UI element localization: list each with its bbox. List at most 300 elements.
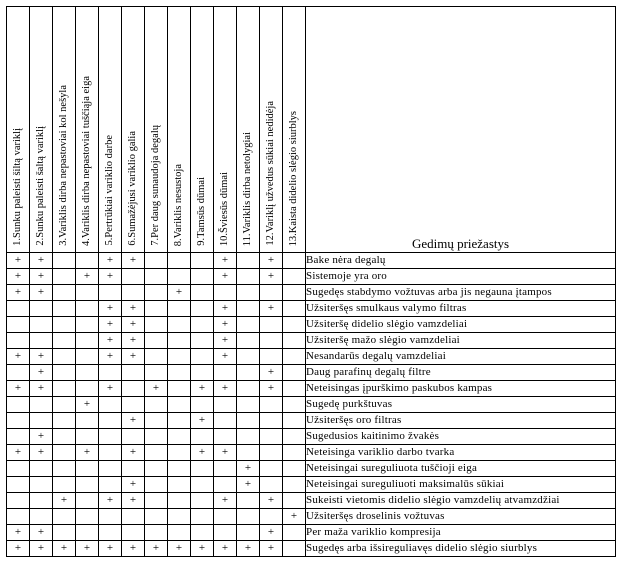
mark-cell xyxy=(237,493,260,509)
mark-cell: + xyxy=(30,285,53,301)
mark-cell xyxy=(168,349,191,365)
symptom-header-10 xyxy=(214,7,237,253)
fault-matrix-table xyxy=(6,6,616,557)
mark-cell xyxy=(7,413,30,429)
mark-cell: + xyxy=(30,253,53,269)
mark-cell: + xyxy=(76,541,99,557)
mark-cell: + xyxy=(214,381,237,397)
header-row xyxy=(7,7,616,253)
table-row xyxy=(7,525,616,541)
mark-cell: + xyxy=(237,477,260,493)
mark-cell xyxy=(168,525,191,541)
cause-label: Neteisinga variklio darbo tvarka xyxy=(306,445,616,461)
mark-cell: + xyxy=(99,301,122,317)
mark-cell: + xyxy=(7,525,30,541)
mark-cell xyxy=(283,381,306,397)
mark-cell xyxy=(122,397,145,413)
mark-cell xyxy=(283,317,306,333)
table-row xyxy=(7,413,616,429)
mark-cell xyxy=(283,365,306,381)
mark-cell xyxy=(260,413,283,429)
mark-cell xyxy=(168,333,191,349)
mark-cell xyxy=(145,285,168,301)
mark-cell xyxy=(7,301,30,317)
cause-label: Užsiteršę didelio slėgio vamzdeliai xyxy=(306,317,616,333)
mark-cell: + xyxy=(7,253,30,269)
table-row xyxy=(7,333,616,349)
mark-cell xyxy=(237,429,260,445)
mark-cell xyxy=(76,525,99,541)
mark-cell: + xyxy=(99,333,122,349)
cause-label: Sistemoje yra oro xyxy=(306,269,616,285)
mark-cell xyxy=(260,461,283,477)
mark-cell xyxy=(122,525,145,541)
mark-cell xyxy=(214,365,237,381)
mark-cell xyxy=(7,461,30,477)
mark-cell: + xyxy=(53,493,76,509)
mark-cell xyxy=(283,333,306,349)
mark-cell xyxy=(53,445,76,461)
mark-cell: + xyxy=(260,493,283,509)
mark-cell xyxy=(53,333,76,349)
mark-cell xyxy=(237,317,260,333)
mark-cell: + xyxy=(168,541,191,557)
mark-cell: + xyxy=(122,445,145,461)
mark-cell xyxy=(191,317,214,333)
table-row xyxy=(7,541,616,557)
mark-cell xyxy=(76,381,99,397)
symptom-header-13 xyxy=(283,7,306,253)
mark-cell: + xyxy=(76,397,99,413)
table-row xyxy=(7,269,616,285)
mark-cell: + xyxy=(214,349,237,365)
mark-cell: + xyxy=(191,445,214,461)
mark-cell xyxy=(53,253,76,269)
mark-cell xyxy=(99,461,122,477)
cause-label: Sugedusios kaitinimo žvakės xyxy=(306,429,616,445)
symptom-header-12 xyxy=(260,7,283,253)
mark-cell: + xyxy=(260,301,283,317)
mark-cell: + xyxy=(122,349,145,365)
mark-cell xyxy=(283,413,306,429)
table-row xyxy=(7,285,616,301)
mark-cell: + xyxy=(122,333,145,349)
mark-cell: + xyxy=(7,445,30,461)
mark-cell xyxy=(53,285,76,301)
symptom-label: 10.Šviesūs dūmai xyxy=(219,171,230,246)
mark-cell: + xyxy=(260,269,283,285)
mark-cell xyxy=(145,349,168,365)
mark-cell xyxy=(191,477,214,493)
mark-cell xyxy=(191,301,214,317)
symptom-label: 6.Sumažėjusi variklio galia xyxy=(127,131,138,246)
mark-cell xyxy=(30,461,53,477)
cause-label: Sugedęs stabdymo vožtuvas arba jis negauna įtampos xyxy=(306,285,616,301)
mark-cell xyxy=(283,349,306,365)
mark-cell: + xyxy=(99,269,122,285)
mark-cell xyxy=(76,429,99,445)
table-row xyxy=(7,349,616,365)
mark-cell xyxy=(76,509,99,525)
mark-cell xyxy=(145,509,168,525)
mark-cell xyxy=(76,253,99,269)
symptom-label: 8.Variklis nesustoja xyxy=(173,163,184,246)
mark-cell xyxy=(283,461,306,477)
mark-cell xyxy=(260,509,283,525)
mark-cell xyxy=(237,349,260,365)
mark-cell xyxy=(283,285,306,301)
mark-cell xyxy=(145,269,168,285)
mark-cell xyxy=(53,269,76,285)
symptom-header-2 xyxy=(30,7,53,253)
table-row xyxy=(7,381,616,397)
mark-cell xyxy=(283,301,306,317)
mark-cell: + xyxy=(53,541,76,557)
mark-cell xyxy=(191,461,214,477)
mark-cell xyxy=(168,493,191,509)
mark-cell xyxy=(76,285,99,301)
mark-cell xyxy=(168,269,191,285)
mark-cell xyxy=(191,333,214,349)
mark-cell xyxy=(237,445,260,461)
mark-cell xyxy=(168,301,191,317)
mark-cell xyxy=(145,253,168,269)
mark-cell xyxy=(168,509,191,525)
mark-cell xyxy=(214,429,237,445)
mark-cell: + xyxy=(7,285,30,301)
mark-cell xyxy=(260,477,283,493)
mark-cell xyxy=(283,493,306,509)
mark-cell xyxy=(76,333,99,349)
mark-cell xyxy=(53,365,76,381)
mark-cell xyxy=(283,525,306,541)
mark-cell: + xyxy=(191,413,214,429)
symptom-header-7 xyxy=(145,7,168,253)
mark-cell xyxy=(30,493,53,509)
mark-cell xyxy=(30,477,53,493)
mark-cell: + xyxy=(260,525,283,541)
table-row xyxy=(7,461,616,477)
symptom-header-5 xyxy=(99,7,122,253)
mark-cell xyxy=(7,333,30,349)
mark-cell: + xyxy=(7,349,30,365)
mark-cell xyxy=(122,365,145,381)
mark-cell xyxy=(53,429,76,445)
mark-cell xyxy=(7,365,30,381)
mark-cell xyxy=(99,397,122,413)
mark-cell: + xyxy=(237,461,260,477)
mark-cell: + xyxy=(260,365,283,381)
mark-cell xyxy=(260,445,283,461)
mark-cell xyxy=(237,397,260,413)
symptom-header-9 xyxy=(191,7,214,253)
mark-cell xyxy=(214,413,237,429)
cause-label: Užsiteršęs smulkaus valymo filtras xyxy=(306,301,616,317)
mark-cell xyxy=(191,509,214,525)
mark-cell xyxy=(7,397,30,413)
mark-cell xyxy=(76,461,99,477)
mark-cell xyxy=(145,301,168,317)
cause-label: Sugedęs arba išsireguliavęs didelio slėgio siurblys xyxy=(306,541,616,557)
mark-cell: + xyxy=(122,317,145,333)
mark-cell xyxy=(53,413,76,429)
mark-cell xyxy=(260,285,283,301)
mark-cell xyxy=(283,397,306,413)
symptom-label: 11.Variklis dirba netolygiai xyxy=(242,131,253,246)
mark-cell: + xyxy=(122,253,145,269)
mark-cell xyxy=(214,397,237,413)
symptom-header-1 xyxy=(7,7,30,253)
symptom-label: 12.Variklį užvedus sūkiai nedidėja xyxy=(265,101,276,246)
mark-cell xyxy=(145,445,168,461)
mark-cell xyxy=(30,413,53,429)
mark-cell xyxy=(122,429,145,445)
mark-cell xyxy=(283,429,306,445)
mark-cell xyxy=(237,269,260,285)
mark-cell xyxy=(191,525,214,541)
mark-cell: + xyxy=(145,541,168,557)
table-row xyxy=(7,317,616,333)
cause-label: Neteisingai sureguliuota tuščioji eiga xyxy=(306,461,616,477)
symptom-label: 1.Sunku paleisti šiltą variklį xyxy=(12,128,23,246)
mark-cell xyxy=(168,461,191,477)
mark-cell xyxy=(237,413,260,429)
mark-cell xyxy=(53,301,76,317)
mark-cell: + xyxy=(214,301,237,317)
mark-cell: + xyxy=(122,301,145,317)
mark-cell xyxy=(168,397,191,413)
mark-cell xyxy=(30,317,53,333)
mark-cell xyxy=(168,429,191,445)
mark-cell xyxy=(145,429,168,445)
mark-cell xyxy=(214,461,237,477)
mark-cell: + xyxy=(191,381,214,397)
symptom-label: 3.Variklis dirba nepastoviai kol nešyla xyxy=(58,85,69,246)
mark-cell: + xyxy=(191,541,214,557)
mark-cell xyxy=(99,365,122,381)
mark-cell xyxy=(99,445,122,461)
cause-label: Daug parafinų degalų filtre xyxy=(306,365,616,381)
mark-cell: + xyxy=(30,381,53,397)
mark-cell xyxy=(99,285,122,301)
mark-cell: + xyxy=(30,525,53,541)
mark-cell xyxy=(191,269,214,285)
cause-label: Sugedę purkštuvas xyxy=(306,397,616,413)
mark-cell: + xyxy=(30,445,53,461)
symptom-label: 4.Variklis dirba nepastoviai tuščiąja eiga xyxy=(81,76,92,246)
mark-cell: + xyxy=(260,541,283,557)
mark-cell xyxy=(76,301,99,317)
mark-cell xyxy=(122,285,145,301)
mark-cell xyxy=(7,477,30,493)
mark-cell xyxy=(76,493,99,509)
mark-cell xyxy=(30,509,53,525)
mark-cell xyxy=(53,397,76,413)
symptom-label: 13.Kaista didelio slėgio siurblys xyxy=(288,110,299,246)
mark-cell xyxy=(99,525,122,541)
mark-cell: + xyxy=(99,493,122,509)
mark-cell xyxy=(145,413,168,429)
mark-cell xyxy=(283,445,306,461)
mark-cell xyxy=(237,525,260,541)
mark-cell xyxy=(122,269,145,285)
mark-cell xyxy=(53,477,76,493)
mark-cell xyxy=(191,397,214,413)
mark-cell xyxy=(7,317,30,333)
mark-cell xyxy=(214,477,237,493)
mark-cell xyxy=(237,333,260,349)
cause-label: Sukeisti vietomis didelio slėgio vamzdelių atvamzdžiai xyxy=(306,493,616,509)
mark-cell xyxy=(145,493,168,509)
mark-cell xyxy=(53,381,76,397)
symptom-header-8 xyxy=(168,7,191,253)
mark-cell: + xyxy=(99,253,122,269)
mark-cell xyxy=(145,461,168,477)
symptom-label: 2.Sunku paleisti šaltą variklį xyxy=(35,126,46,246)
mark-cell xyxy=(237,301,260,317)
mark-cell xyxy=(7,493,30,509)
mark-cell: + xyxy=(122,493,145,509)
mark-cell: + xyxy=(7,541,30,557)
table-row xyxy=(7,493,616,509)
table-row xyxy=(7,365,616,381)
mark-cell: + xyxy=(237,541,260,557)
mark-cell xyxy=(145,365,168,381)
mark-cell xyxy=(283,477,306,493)
mark-cell xyxy=(237,285,260,301)
mark-cell: + xyxy=(76,445,99,461)
mark-cell xyxy=(99,477,122,493)
mark-cell xyxy=(214,525,237,541)
mark-cell xyxy=(122,381,145,397)
cause-label: Bake nėra degalų xyxy=(306,253,616,269)
mark-cell xyxy=(145,525,168,541)
mark-cell xyxy=(76,317,99,333)
mark-cell xyxy=(191,253,214,269)
mark-cell xyxy=(145,317,168,333)
table-body xyxy=(7,253,616,557)
mark-cell xyxy=(145,397,168,413)
mark-cell xyxy=(191,349,214,365)
mark-cell xyxy=(260,429,283,445)
symptom-label: 9.Tamsūs dūmai xyxy=(196,177,207,246)
mark-cell xyxy=(260,397,283,413)
mark-cell xyxy=(76,349,99,365)
mark-cell xyxy=(237,253,260,269)
mark-cell: + xyxy=(122,477,145,493)
mark-cell: + xyxy=(7,269,30,285)
mark-cell xyxy=(99,413,122,429)
symptom-label: 7.Per daug sunaudoja degalų xyxy=(150,125,161,246)
mark-cell xyxy=(168,365,191,381)
mark-cell: + xyxy=(99,541,122,557)
mark-cell xyxy=(283,541,306,557)
cause-label: Neteisingai sureguliuoti maksimalūs sūkiai xyxy=(306,477,616,493)
mark-cell: + xyxy=(214,541,237,557)
mark-cell: + xyxy=(30,365,53,381)
mark-cell xyxy=(214,285,237,301)
mark-cell: + xyxy=(30,349,53,365)
mark-cell xyxy=(145,477,168,493)
mark-cell: + xyxy=(260,253,283,269)
mark-cell xyxy=(260,317,283,333)
mark-cell xyxy=(191,429,214,445)
mark-cell xyxy=(237,381,260,397)
mark-cell xyxy=(168,445,191,461)
mark-cell: + xyxy=(30,269,53,285)
mark-cell xyxy=(99,429,122,445)
mark-cell: + xyxy=(99,349,122,365)
mark-cell xyxy=(283,253,306,269)
symptom-header-3 xyxy=(53,7,76,253)
cause-label: Užsiteršęs droselinis vožtuvas xyxy=(306,509,616,525)
mark-cell: + xyxy=(214,493,237,509)
mark-cell: + xyxy=(145,381,168,397)
cause-label: Nesandarūs degalų vamzdeliai xyxy=(306,349,616,365)
mark-cell xyxy=(53,461,76,477)
symptom-header-4 xyxy=(76,7,99,253)
mark-cell: + xyxy=(214,317,237,333)
mark-cell: + xyxy=(214,333,237,349)
mark-cell xyxy=(191,285,214,301)
mark-cell: + xyxy=(260,381,283,397)
mark-cell: + xyxy=(30,541,53,557)
mark-cell xyxy=(76,477,99,493)
mark-cell xyxy=(168,253,191,269)
mark-cell xyxy=(122,509,145,525)
mark-cell xyxy=(145,333,168,349)
mark-cell: + xyxy=(76,269,99,285)
mark-cell: + xyxy=(99,381,122,397)
table-row xyxy=(7,429,616,445)
mark-cell xyxy=(168,477,191,493)
table-row xyxy=(7,477,616,493)
mark-cell xyxy=(168,413,191,429)
symptom-header-6 xyxy=(122,7,145,253)
mark-cell: + xyxy=(214,253,237,269)
symptom-label: 5.Pertrūkiai variklio darbe xyxy=(104,135,115,246)
mark-cell: + xyxy=(30,429,53,445)
mark-cell xyxy=(237,365,260,381)
mark-cell xyxy=(260,333,283,349)
mark-cell xyxy=(76,413,99,429)
cause-label: Neteisingas įpurškimo paskubos kampas xyxy=(306,381,616,397)
mark-cell: + xyxy=(99,317,122,333)
mark-cell xyxy=(214,509,237,525)
mark-cell: + xyxy=(7,381,30,397)
mark-cell: + xyxy=(168,285,191,301)
table-row xyxy=(7,301,616,317)
table-row xyxy=(7,445,616,461)
mark-cell: + xyxy=(283,509,306,525)
table-row xyxy=(7,397,616,413)
mark-cell xyxy=(76,365,99,381)
cause-label: Užsiteršę mažo slėgio vamzdeliai xyxy=(306,333,616,349)
mark-cell xyxy=(283,269,306,285)
mark-cell xyxy=(7,429,30,445)
mark-cell xyxy=(53,317,76,333)
mark-cell xyxy=(30,301,53,317)
mark-cell xyxy=(237,509,260,525)
mark-cell: + xyxy=(214,269,237,285)
cause-label: Užsiteršęs oro filtras xyxy=(306,413,616,429)
causes-title: Gedimų priežastys xyxy=(306,7,616,253)
mark-cell xyxy=(53,509,76,525)
mark-cell: + xyxy=(214,445,237,461)
mark-cell xyxy=(30,333,53,349)
symptom-header-11 xyxy=(237,7,260,253)
table-row xyxy=(7,253,616,269)
